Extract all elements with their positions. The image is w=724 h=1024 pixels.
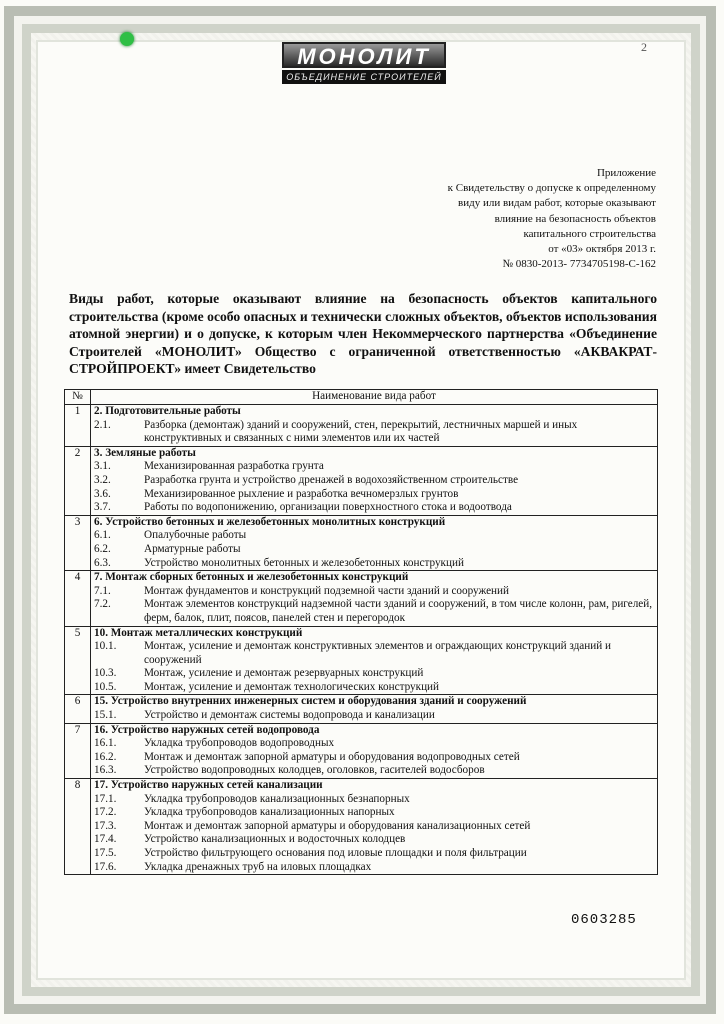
annex-line: виду или видам работ, которые оказывают — [458, 197, 656, 210]
table-row — [65, 515, 658, 570]
row-number: 7 — [65, 723, 91, 778]
row-content — [91, 779, 658, 875]
row-content — [91, 446, 658, 515]
table-header-row — [65, 390, 658, 405]
work-item-text: Механизированная разработка грунта — [144, 460, 324, 473]
work-item-text: Укладка трубопроводов канализационных напорных — [144, 806, 395, 819]
work-item — [94, 737, 654, 751]
annex-line: влияние на безопасность объектов — [494, 212, 656, 225]
work-item — [94, 529, 654, 543]
work-item-code: 17.5. — [94, 847, 117, 859]
work-item-text: Арматурные работы — [144, 542, 241, 555]
work-item-code: 17.4. — [94, 833, 117, 846]
group-title: 15. Устройство внутренних инженерных систем и оборудования зданий и сооружений — [94, 695, 527, 708]
work-item-code: 17.6. — [94, 860, 117, 873]
work-item — [94, 419, 654, 446]
group-title: 7. Монтаж сборных бетонных и железобетонных конструкций — [94, 571, 409, 584]
work-item-code: 15.1. — [94, 709, 117, 722]
work-item — [94, 501, 654, 515]
work-item-code: 3.1. — [94, 460, 111, 473]
row-content — [91, 626, 658, 695]
work-item-text: Механизированное рыхление и разработка вечномерзлых грунтов — [144, 487, 459, 500]
work-item — [94, 764, 654, 778]
work-item-code: 6.1. — [94, 529, 111, 542]
group-title: 10. Монтаж металлических конструкций — [94, 626, 303, 639]
work-item-code: 16.1. — [94, 737, 117, 750]
table-row — [65, 446, 658, 515]
work-item-code: 17.2. — [94, 806, 117, 819]
work-item-code: 10.1. — [94, 640, 117, 653]
work-item-text: Укладка трубопроводов канализационных безнапорных — [144, 792, 410, 805]
green-pin-icon — [120, 32, 134, 46]
header-number: № — [65, 390, 91, 405]
work-item — [94, 585, 654, 599]
work-item-code: 7.2. — [94, 598, 111, 611]
work-item-text: Монтаж, усиление и демонтаж конструктивных элементов и ограждающих конструкций зданий и сооружений — [144, 640, 611, 666]
table-row — [65, 723, 658, 778]
table-row — [65, 571, 658, 626]
work-item-text: Разборка (демонтаж) зданий и сооружений, стен, перекрытий, лестничных маршей и иных конструктивных и связанных с ними элементов или их частей — [144, 418, 578, 445]
work-item — [94, 474, 654, 488]
work-item-code: 7.1. — [94, 584, 111, 597]
annex-line: капитального строительства — [523, 227, 656, 240]
row-number: 3 — [65, 515, 91, 570]
work-item — [94, 681, 654, 695]
work-item-code: 16.3. — [94, 764, 117, 777]
row-number: 2 — [65, 446, 91, 515]
document-heading: Виды работ, которые оказывают влияние на безопасность объектов капитального строительства (кроме особо опасных и технически сложных объектов, объектов использования атомной энергии) и о допуске, к которым член Некоммерческого партнерства «Объединение Строителей «МОНОЛИТ» Общество с ограниченной ответственностью «АКВАКРАТ-СТРОЙПРОЕКТ» имеет Свидетельство — [69, 291, 657, 377]
group-title: 16. Устройство наружных сетей водопровода — [94, 723, 320, 736]
work-item-text: Укладка дренажных труб на иловых площадках — [144, 860, 372, 873]
work-item-text: Опалубочные работы — [144, 529, 247, 542]
work-item-text: Монтаж и демонтаж запорной арматуры и оборудования водопроводных сетей — [144, 750, 520, 763]
work-item-text: Монтаж фундаментов и конструкций подземной части зданий и сооружений — [144, 584, 509, 597]
annex-line: Приложение — [596, 167, 656, 179]
work-item — [94, 793, 654, 807]
work-item-text: Разработка грунта и устройство дренажей в водохозяйственном строительстве — [144, 473, 519, 486]
row-content — [91, 723, 658, 778]
group-title: 6. Устройство бетонных и железобетонных монолитных конструкций — [94, 515, 446, 528]
work-item-code: 2.1. — [94, 418, 111, 431]
work-item — [94, 861, 654, 875]
work-item-code: 10.3. — [94, 667, 117, 680]
logo-subtitle: ОБЪЕДИНЕНИЕ СТРОИТЕЛЕЙ — [282, 70, 446, 84]
row-number: 6 — [65, 695, 91, 723]
table-row — [65, 779, 658, 875]
annex-line: № 0830-2013- 7734705198-С-162 — [502, 258, 656, 271]
table-row — [65, 695, 658, 723]
annex-block — [400, 166, 656, 272]
work-item-text: Укладка трубопроводов водопроводных — [144, 737, 335, 750]
work-item — [94, 751, 654, 765]
header-name: Наименование вида работ — [91, 390, 658, 405]
work-item — [94, 709, 654, 723]
work-item-text: Монтаж и демонтаж запорной арматуры и оборудования канализационных сетей — [144, 819, 531, 832]
page-number: 2 — [641, 40, 647, 54]
work-item-text: Монтаж элементов конструкций надземной части зданий и сооружений, в том числе колонн, рам, ригелей, ферм, балок, плит, поясов, панелей стен и перегородок — [144, 598, 653, 624]
row-number: 5 — [65, 626, 91, 695]
work-types-table — [64, 389, 658, 875]
row-number: 1 — [65, 405, 91, 447]
work-item — [94, 806, 654, 820]
group-title: 17. Устройство наружных сетей канализации — [94, 779, 323, 792]
group-title: 2. Подготовительные работы — [94, 405, 241, 417]
work-item-code: 6.2. — [94, 542, 111, 555]
work-item-text: Устройство фильтрующего основания под иловые площадки и поля фильтрации — [144, 847, 527, 859]
table-row — [65, 405, 658, 447]
row-content — [91, 571, 658, 626]
row-number: 4 — [65, 571, 91, 626]
work-item — [94, 557, 654, 571]
work-item-text: Устройство и демонтаж системы водопровода и канализации — [144, 709, 435, 722]
work-item-code: 10.5. — [94, 680, 117, 693]
work-item-text: Устройство канализационных и водосточных колодцев — [144, 833, 406, 846]
table-row — [65, 626, 658, 695]
row-content — [91, 695, 658, 723]
row-content — [91, 515, 658, 570]
work-item — [94, 847, 654, 861]
work-item — [94, 460, 654, 474]
table-body — [65, 405, 658, 875]
work-item-code: 3.6. — [94, 487, 111, 500]
work-item — [94, 598, 654, 625]
work-item-code: 3.7. — [94, 501, 111, 514]
annex-line: к Свидетельству о допуске к определенному — [447, 182, 656, 195]
group-title: 3. Земляные работы — [94, 446, 196, 459]
annex-line: от «03» октября 2013 г. — [548, 243, 656, 256]
work-item-code: 17.3. — [94, 819, 117, 832]
work-item-text: Монтаж, усиление и демонтаж резервуарных конструкций — [144, 667, 424, 680]
row-content — [91, 405, 658, 447]
monolit-logo — [282, 42, 446, 86]
work-item — [94, 640, 654, 667]
work-item — [94, 543, 654, 557]
work-item-code: 16.2. — [94, 750, 117, 763]
logo-title: МОНОЛИТ — [282, 42, 446, 68]
work-item-text: Устройство водопроводных колодцев, оголовков, гасителей водосборов — [144, 764, 485, 777]
work-item — [94, 833, 654, 847]
work-item — [94, 820, 654, 834]
work-item — [94, 488, 654, 502]
row-number: 8 — [65, 779, 91, 875]
work-item-text: Работы по водопонижению, организации поверхностного стока и водоотвода — [144, 501, 512, 514]
work-item-text: Устройство монолитных бетонных и железобетонных конструкций — [144, 556, 464, 569]
serial-number: 0603285 — [571, 912, 637, 928]
work-item-code: 17.1. — [94, 792, 117, 805]
work-item — [94, 667, 654, 681]
work-item-code: 3.2. — [94, 473, 111, 486]
work-item-text: Монтаж, усиление и демонтаж технологических конструкций — [144, 680, 440, 693]
work-item-code: 6.3. — [94, 556, 111, 569]
